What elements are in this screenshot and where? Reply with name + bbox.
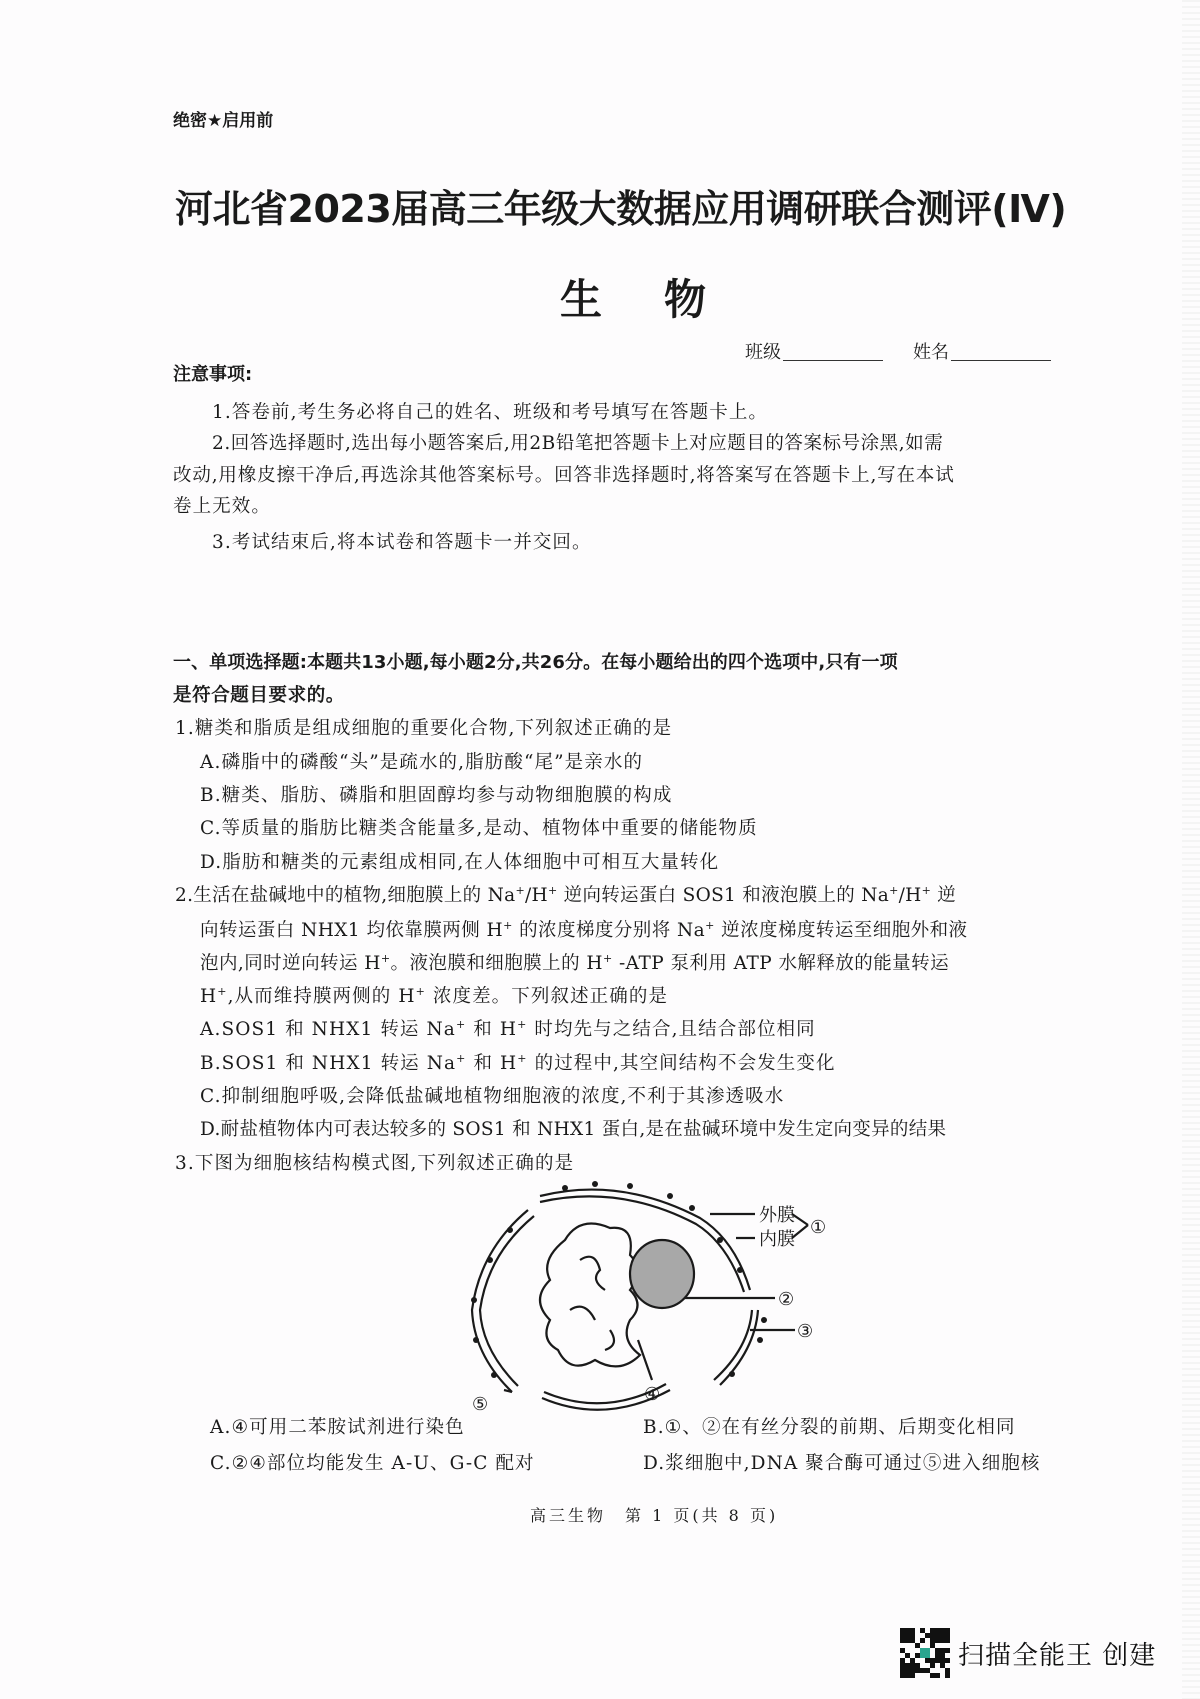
qr-code-icon — [900, 1628, 950, 1678]
subject-char: 生 — [560, 275, 603, 324]
notice-heading: 注意事项: — [173, 364, 253, 385]
option-d[interactable]: D.耐盐植物体内可表达较多的 SOS1 和 NHX1 蛋白,是在盐碱环境中发生定向变异的结果 — [200, 1119, 947, 1140]
subject-title — [560, 267, 768, 327]
section-heading: 是符合题目要求的。 — [173, 685, 345, 706]
question-stem: 泡内,同时逆向转运 H+。液泡膜和细胞膜上的 H+ -ATP 泵利用 ATP 水解释放的能量转运 — [200, 952, 950, 974]
label-3: ③ — [797, 1321, 814, 1342]
notice-item: 改动,用橡皮擦干净后,再选涂其他答案标号。回答非选择题时,将答案写在答题卡上,写在本试 — [173, 465, 955, 486]
option-d[interactable]: D.脂肪和糖类的元素组成相同,在人体细胞中可相互大量转化 — [200, 852, 720, 873]
notice-item: 3.考试结束后,将本试卷和答题卡一并交回。 — [212, 532, 592, 553]
subject-char: 物 — [664, 275, 707, 324]
exam-title: 河北省2023届高三年级大数据应用调研联合测评(Ⅳ) — [175, 187, 1067, 231]
name-field[interactable] — [913, 338, 1051, 364]
nucleus-diagram — [470, 1180, 850, 1415]
class-blank[interactable] — [783, 360, 883, 361]
question-stem: 3.下图为细胞核结构模式图,下列叙述正确的是 — [175, 1153, 575, 1174]
question-stem: 1.糖类和脂质是组成细胞的重要化合物,下列叙述正确的是 — [175, 718, 673, 739]
confidential-label: 绝密★启用前 — [173, 111, 274, 131]
option-c[interactable]: C.抑制细胞呼吸,会降低盐碱地植物细胞液的浓度,不利于其渗透吸水 — [200, 1086, 785, 1107]
option-b[interactable]: B.SOS1 和 NHX1 转运 Na+ 和 H+ 的过程中,其空间结构不会发生变化 — [200, 1052, 836, 1074]
class-label: 班级 — [745, 342, 781, 363]
option-c[interactable]: C.②④部位均能发生 A-U、G-C 配对 — [210, 1453, 535, 1474]
label-2: ② — [778, 1289, 795, 1310]
option-a[interactable]: A.④可用二苯胺试剂进行染色 — [210, 1417, 465, 1438]
label-inner-membrane: 内膜 — [759, 1229, 795, 1250]
notice-item: 1.答卷前,考生务必将自己的姓名、班级和考号填写在答题卡上。 — [212, 402, 769, 423]
class-field[interactable] — [745, 338, 883, 364]
name-blank[interactable] — [951, 360, 1051, 361]
notice-item: 2.回答选择题时,选出每小题答案后,用2B铅笔把答题卡上对应题目的答案标号涂黑,如需 — [212, 433, 944, 454]
page-footer: 高三生物 第 1 页(共 8 页) — [530, 1506, 779, 1525]
option-b[interactable]: B.①、②在有丝分裂的前期、后期变化相同 — [643, 1417, 1016, 1438]
scanner-watermark — [900, 1628, 1156, 1678]
label-1: ① — [810, 1217, 827, 1238]
option-a[interactable]: A.磷脂中的磷酸“头”是疏水的,脂肪酸“尾”是亲水的 — [200, 752, 644, 773]
section-heading: 一、单项选择题:本题共13小题,每小题2分,共26分。在每小题给出的四个选项中,只有一项 — [173, 652, 898, 673]
option-a[interactable]: A.SOS1 和 NHX1 转运 Na+ 和 H+ 时均先与之结合,且结合部位相同 — [200, 1018, 816, 1040]
option-b[interactable]: B.糖类、脂肪、磷脂和胆固醇均参与动物细胞膜的构成 — [200, 785, 673, 806]
scan-edge-noise — [1182, 0, 1200, 1699]
label-5: ⑤ — [472, 1394, 489, 1415]
label-4: ④ — [644, 1384, 661, 1405]
name-label: 姓名 — [913, 342, 949, 363]
notice-item: 卷上无效。 — [173, 496, 272, 517]
scanner-brand: 扫描全能王 创建 — [958, 1640, 1157, 1671]
label-outer-membrane: 外膜 — [759, 1205, 795, 1226]
option-d[interactable]: D.浆细胞中,DNA 聚合酶可通过⑤进入细胞核 — [643, 1453, 1041, 1474]
question-stem: 2.生活在盐碱地中的植物,细胞膜上的 Na+/H+ 逆向转运蛋白 SOS1 和液泡膜上的 Na+/H+ 逆 — [175, 884, 957, 906]
question-stem: H+,从而维持膜两侧的 H+ 浓度差。下列叙述正确的是 — [200, 985, 669, 1007]
nucleolus — [630, 1240, 694, 1308]
question-stem: 向转运蛋白 NHX1 均依靠膜两侧 H+ 的浓度梯度分别将 Na+ 逆浓度梯度转运至细胞外和液 — [200, 919, 968, 941]
option-c[interactable]: C.等质量的脂肪比糖类含能量多,是动、植物体中重要的储能物质 — [200, 818, 758, 839]
